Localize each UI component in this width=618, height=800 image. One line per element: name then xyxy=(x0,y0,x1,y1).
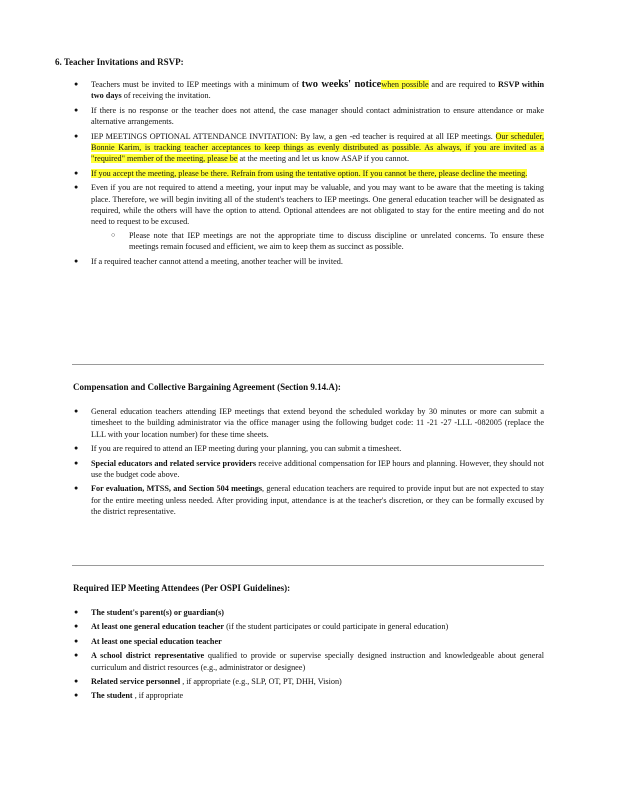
emphasis-text: two weeks' notice xyxy=(301,79,382,90)
text: qualified to provide or supervise specially designed instruction and knowledgeable about general curriculum and district resources (e.g., administrator or designee) xyxy=(91,651,544,672)
text: Even if you are not required to attend a meeting, your input may be valuable, and you may want to be aware that the meeting is taking place. Therefore, we will begin inviting all of the student's teachers to IEP meetings. One general education teacher will be designated as required, while the others will have the option to attend. Optional attendees are not obligated to stay for the entire meeting and do not need to request to be excused. xyxy=(91,183,544,227)
emphasis-text: The student xyxy=(91,691,133,701)
highlighted-text: when possible xyxy=(381,80,429,89)
emphasis-text: Related service personnel xyxy=(91,677,181,687)
sub-list xyxy=(129,230,544,253)
emphasis-text: Special educators and related service providers xyxy=(91,458,257,468)
list-item xyxy=(74,607,544,618)
text: of receiving the invitation. xyxy=(121,91,211,101)
highlighted-text: Our scheduler, Bonnie Karim, is tracking teacher acceptances to keep things as evenly distributed as possible. As always, if you are invited as a "required" member of the meeting, please be xyxy=(91,131,545,164)
sub-list-item: ○ Please note that IEP meetings are not the appropriate time to discuss discipline or unrelated concerns. To ensure these meetings remain focused and efficient, we aim to keep them as succinct as possible. xyxy=(129,230,544,253)
list-item xyxy=(74,650,544,673)
emphasis-text: At least one general education teacher xyxy=(91,622,225,632)
text: , if appropriate (e.g., SLP, OT, PT, DHH, Vision) xyxy=(180,677,342,687)
list-item: ● If a required teacher cannot attend a meeting, another teacher will be invited. xyxy=(74,256,544,267)
text: IEP MEETINGS OPTIONAL ATTENDANCE INVITATION: By law, a gen -ed teacher is required at all IEP meetings. xyxy=(91,131,496,141)
list-item: ● General education teachers attending IEP meetings that extend beyond the scheduled workday by 30 minutes or more can submit a timesheet to the building administrator via the office manager using the following budget code: 11 -21 -27 -LLL -082005 (replace the LLL with your location number) for these time sheets. xyxy=(74,406,544,440)
highlighted-text: If you accept the meeting, please be there. Refrain from using the tentative option. If you cannot be there, please decline the meeting. xyxy=(91,168,528,178)
section-heading-teacher-invitations: 6. Teacher Invitations and RSVP: xyxy=(55,57,184,67)
list-item xyxy=(74,621,544,632)
invitation-list xyxy=(74,79,544,270)
list-item xyxy=(74,79,544,102)
section-heading-required-attendees: Required IEP Meeting Attendees (Per OSPI Guidelines): xyxy=(73,583,291,593)
list-item xyxy=(74,690,544,701)
text: (if the student participates or could participate in general education) xyxy=(224,622,449,632)
emphasis-text: For evaluation, MTSS, and Section 504 meetings xyxy=(91,484,263,494)
text: and are required to xyxy=(428,80,499,89)
divider xyxy=(72,565,544,566)
compensation-list xyxy=(74,406,544,521)
emphasis-text: At least one special education teacher xyxy=(91,636,222,646)
list-item xyxy=(74,676,544,687)
section-heading-compensation: Compensation and Collective Bargaining Agreement (Section 9.14.A): xyxy=(73,382,341,392)
text: Teachers must be invited to IEP meetings with a minimum of xyxy=(91,80,302,89)
text: at the meeting and let us know ASAP if you cannot. xyxy=(237,154,410,164)
emphasis-text: The student's parent(s) or guardian(s) xyxy=(91,608,224,617)
text: receive additional compensation for IEP hours and planning. However, they should not use the budget code above. xyxy=(91,458,544,480)
list-item xyxy=(74,168,544,179)
list-item: ● If there is no response or the teacher does not attend, the case manager should contact administration to ensure attendance or make alternative arrangements. xyxy=(74,105,544,128)
emphasis-text: A school district representative xyxy=(91,651,205,661)
emphasis-text: RSVP within two days xyxy=(91,80,545,101)
list-item xyxy=(74,636,544,647)
attendees-list xyxy=(74,607,544,705)
list-item xyxy=(74,483,544,517)
text: , if appropriate xyxy=(132,691,184,701)
list-item: ● If you are required to attend an IEP meeting during your planning, you can submit a timesheet. xyxy=(74,443,544,454)
text: , general education teachers are required to provide input but are not expected to stay for the entire meeting unless needed. After providing input, attendance is at the teacher's discretion, or they can be formally excused by the district representative. xyxy=(91,484,544,517)
list-item xyxy=(74,131,544,165)
list-item xyxy=(74,182,544,252)
divider xyxy=(72,364,544,365)
list-item xyxy=(74,458,544,481)
